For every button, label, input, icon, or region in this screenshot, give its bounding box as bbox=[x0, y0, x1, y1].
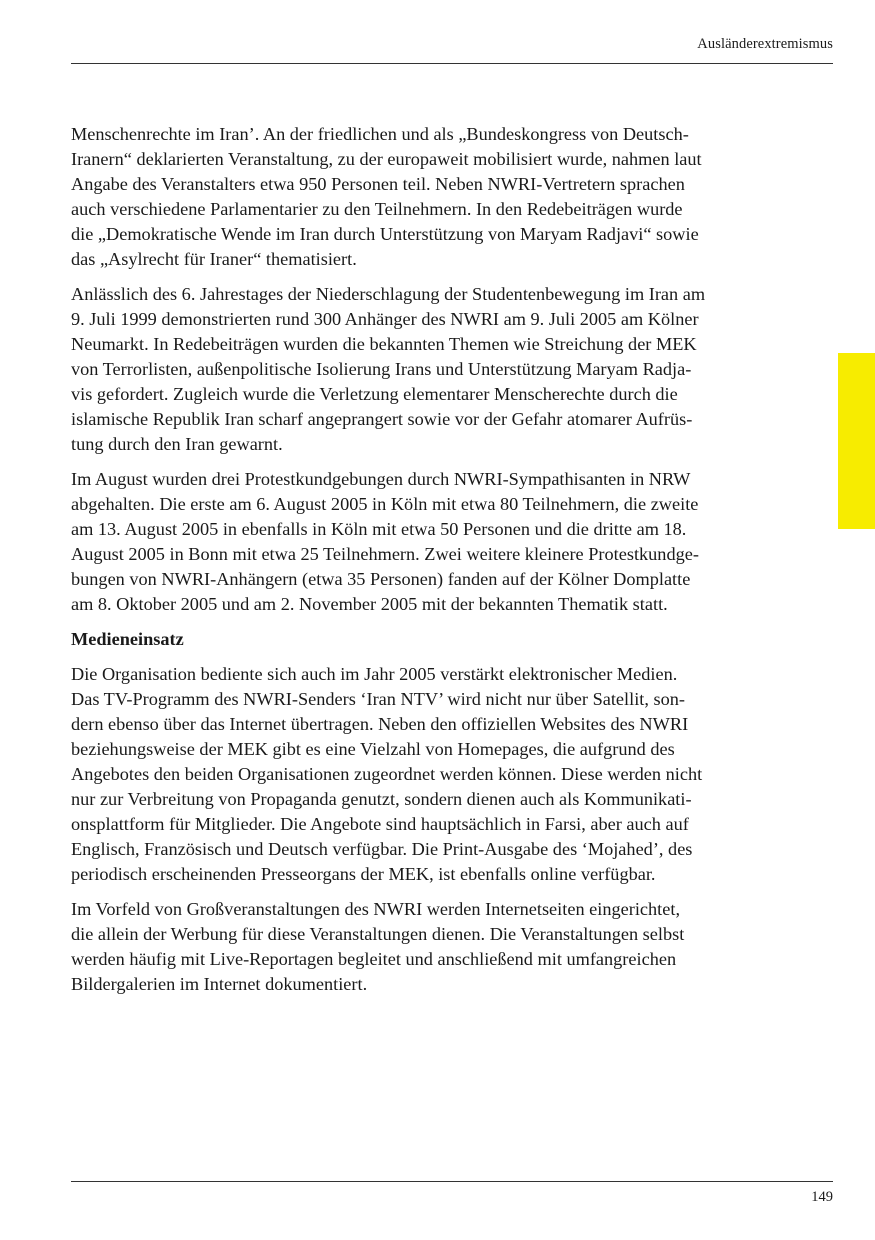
text-line: am 8. Oktober 2005 und am 2. November 2005 mit der bekannten Thematik statt. bbox=[71, 594, 668, 614]
page-number: 149 bbox=[811, 1189, 833, 1205]
text-line: August 2005 in Bonn mit etwa 25 Teilnehmern. Zwei weitere kleinere Protestkundge- bbox=[71, 544, 699, 564]
paragraph bbox=[71, 467, 786, 617]
text-line: Menschenrechte im Iran’. An der friedlichen und als „Bundeskongress von Deutsch- bbox=[71, 124, 689, 144]
text-line: Angebotes den beiden Organisationen zugeordnet werden können. Diese werden nicht bbox=[71, 764, 703, 784]
text-line: die „Demokratische Wende im Iran durch Unterstützung von Maryam Radjavi“ sowie bbox=[71, 224, 699, 244]
text-line: Angabe des Veranstalters etwa 950 Personen teil. Neben NWRI-Vertretern sprachen bbox=[71, 174, 685, 194]
text-line: beziehungsweise der MEK gibt es eine Vielzahl von Homepages, die aufgrund des bbox=[71, 739, 675, 759]
text-line: Im Vorfeld von Großveranstaltungen des NWRI werden Internetseiten eingerichtet, bbox=[71, 899, 681, 919]
text-line: tung durch den Iran gewarnt. bbox=[71, 434, 283, 454]
text-line: nur zur Verbreitung von Propaganda genutzt, sondern dienen auch als Kommunikati- bbox=[71, 789, 692, 809]
text-line: Im August wurden drei Protestkundgebungen durch NWRI-Sympathisanten in NRW bbox=[71, 469, 691, 489]
text-line: abgehalten. Die erste am 6. August 2005 in Köln mit etwa 80 Teilnehmern, die zweite bbox=[71, 494, 699, 514]
section-heading: Medieneinsatz bbox=[71, 629, 184, 649]
text-line: 9. Juli 1999 demonstrierten rund 300 Anhänger des NWRI am 9. Juli 2005 am Kölner bbox=[71, 309, 699, 329]
text-line: auch verschiedene Parlamentarier zu den Teilnehmern. In den Redebeiträgen wurde bbox=[71, 199, 683, 219]
text-line: von Terrorlisten, außenpolitische Isolierung Irans und Unterstützung Maryam Radja- bbox=[71, 359, 692, 379]
text-line: islamische Republik Iran scharf angeprangert sowie vor der Gefahr atomarer Aufrüs- bbox=[71, 409, 693, 429]
paragraph bbox=[71, 282, 786, 457]
text-line: Bildergalerien im Internet dokumentiert. bbox=[71, 974, 368, 994]
footer-rule bbox=[71, 1181, 833, 1182]
text-line: am 13. August 2005 in ebenfalls in Köln mit etwa 50 Personen und die dritte am 18. bbox=[71, 519, 687, 539]
paragraph bbox=[71, 897, 786, 997]
text-line: Neumarkt. In Redebeiträgen wurden die bekannten Themen wie Streichung der MEK bbox=[71, 334, 697, 354]
text-line: Iranern“ deklarierten Veranstaltung, zu der europaweit mobilisiert wurde, nahmen laut bbox=[71, 149, 702, 169]
text-line: bungen von NWRI-Anhängern (etwa 35 Personen) fanden auf der Kölner Domplatte bbox=[71, 569, 691, 589]
text-line: Anlässlich des 6. Jahrestages der Niederschlagung der Studentenbewegung im Iran am bbox=[71, 284, 706, 304]
text-line: vis gefordert. Zugleich wurde die Verletzung elementarer Menscherechte durch die bbox=[71, 384, 678, 404]
text-line: dern ebenso über das Internet übertragen. Neben den offiziellen Websites des NWRI bbox=[71, 714, 689, 734]
page-body bbox=[71, 122, 786, 997]
text-line: die allein der Werbung für diese Veranstaltungen dienen. Die Veranstaltungen selbst bbox=[71, 924, 685, 944]
text-line: onsplattform für Mitglieder. Die Angebote sind hauptsächlich in Farsi, aber auch auf bbox=[71, 814, 689, 834]
text-line: Englisch, Französisch und Deutsch verfügbar. Die Print-Ausgabe des ‘Mojahed’, des bbox=[71, 839, 693, 859]
paragraph bbox=[71, 662, 786, 887]
paragraph bbox=[71, 122, 786, 272]
text-line: Die Organisation bediente sich auch im Jahr 2005 verstärkt elektronischer Medien. bbox=[71, 664, 678, 684]
text-line: Das TV-Programm des NWRI-Senders ‘Iran NTV’ wird nicht nur über Satellit, son- bbox=[71, 689, 685, 709]
text-line: werden häufig mit Live-Reportagen begleitet und anschließend mit umfangreichen bbox=[71, 949, 677, 969]
running-header: Ausländerextremismus bbox=[697, 36, 833, 52]
text-line: das „Asylrecht für Iraner“ thematisiert. bbox=[71, 249, 357, 269]
text-line: periodisch erscheinenden Presseorgans der MEK, ist ebenfalls online verfügbar. bbox=[71, 864, 656, 884]
chapter-tab-marker bbox=[838, 353, 875, 529]
header-rule bbox=[71, 63, 833, 64]
